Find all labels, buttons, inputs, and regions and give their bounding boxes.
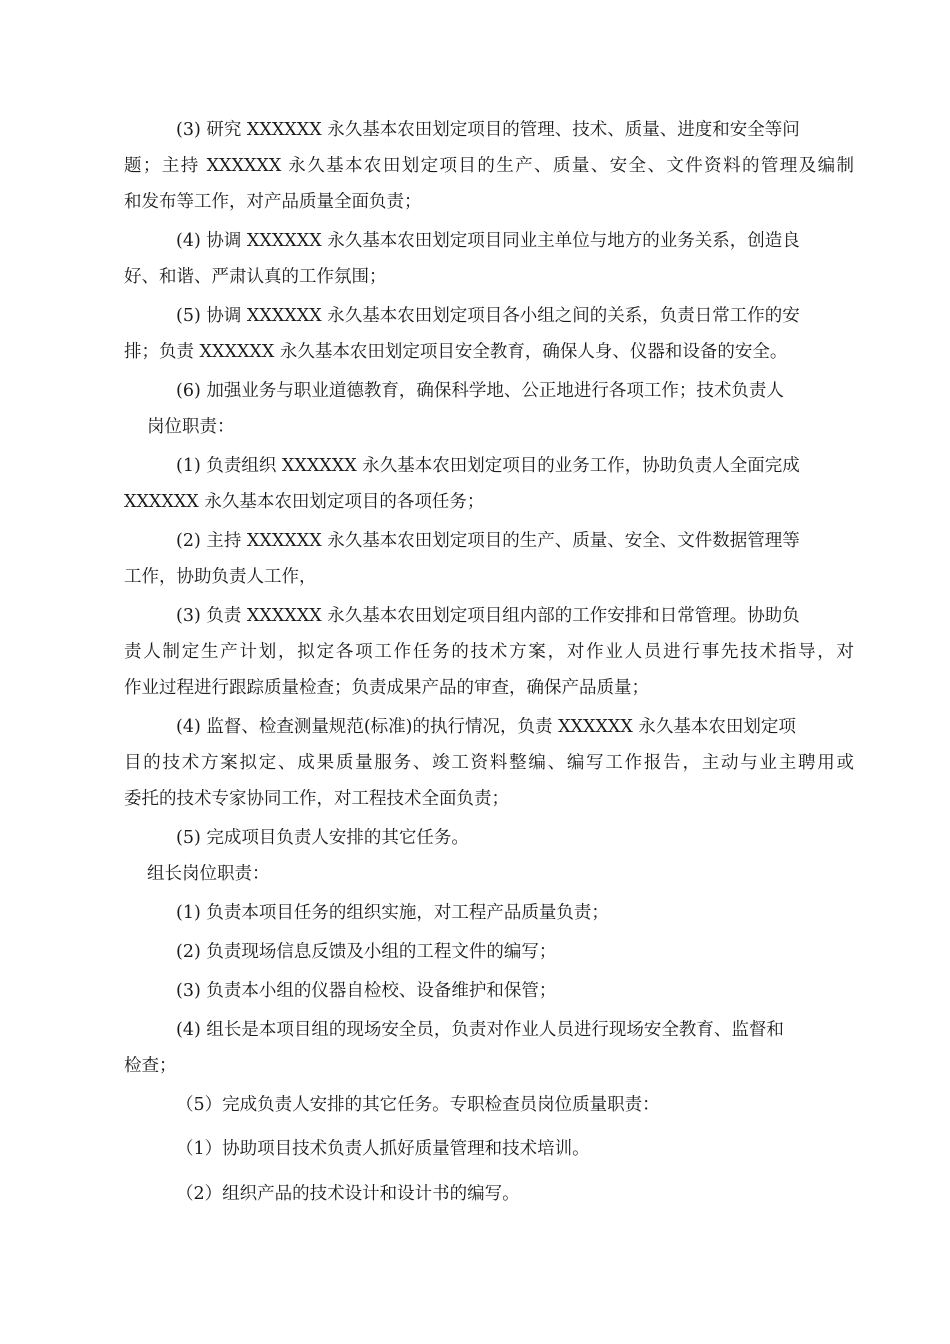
text-line: (2) 负责现场信息反馈及小组的工程文件的编写；: [176, 942, 557, 962]
text-line: （1）协助项目技术负责人抓好质量管理和技术培训。: [176, 1139, 590, 1159]
text-line: (1) 负责本项目任务的组织实施，对工程产品质量负责；: [176, 903, 609, 923]
text-line: (3) 研究 XXXXXX 永久基本农田划定项目的管理、技术、质量、进度和安全等问: [176, 120, 800, 140]
text-line: 检查；: [124, 1056, 177, 1076]
text-line: (5) 完成项目负责人安排的其它任务。: [176, 828, 469, 848]
text-line: 作业过程进行跟踪质量检查；负责成果产品的审查，确保产品质量；: [124, 678, 649, 698]
text-line: 工作，协助负责人工作，: [124, 567, 317, 587]
text-line: XXXXXX 永久基本农田划定项目的各项任务；: [124, 492, 485, 512]
text-line: (4) 组长是本项目组的现场安全员，负责对作业人员进行现场安全教育、监督和: [176, 1020, 784, 1040]
text-line: (2) 主持 XXXXXX 永久基本农田划定项目的生产、质量、安全、文件数据管理等: [176, 531, 800, 551]
text-line: (6) 加强业务与职业道德教育，确保科学地、公正地进行各项工作；技术负责人: [176, 381, 784, 401]
text-line: 题；主持 XXXXXX 永久基本农田划定项目的生产、质量、安全、文件资料的管理及编制: [124, 156, 854, 176]
text-line: 好、和谐、严肃认真的工作氛围；: [124, 267, 387, 287]
section-heading: 组长岗位职责：: [147, 864, 270, 884]
text-line: (4) 监督、检查测量规范(标准)的执行情况，负责 XXXXXX 永久基本农田划定项: [176, 717, 796, 737]
text-line: 责人制定生产计划，拟定各项工作任务的技术方案，对作业人员进行事先技术指导，对: [124, 642, 854, 662]
text-line: 和发布等工作，对产品质量全面负责；: [124, 192, 422, 212]
text-line: (5) 协调 XXXXXX 永久基本农田划定项目各小组之间的关系，负责日常工作的安: [176, 306, 800, 326]
text-line: (3) 负责 XXXXXX 永久基本农田划定项目组内部的工作安排和日常管理。协助负: [176, 606, 800, 626]
text-line: 排；负责 XXXXXX 永久基本农田划定项目安全教育，确保人身、仪器和设备的安全。: [124, 342, 788, 362]
text-line: （2）组织产品的技术设计和设计书的编写。: [176, 1184, 520, 1204]
section-heading: 岗位职责：: [147, 417, 235, 437]
text-line: (1) 负责组织 XXXXXX 永久基本农田划定项目的业务工作，协助负责人全面完成: [176, 456, 800, 476]
text-line: (3) 负责本小组的仪器自检校、设备维护和保管；: [176, 981, 557, 1001]
text-line: (4) 协调 XXXXXX 永久基本农田划定项目同业主单位与地方的业务关系，创造良: [176, 231, 800, 251]
text-line: 目的技术方案拟定、成果质量服务、竣工资料整编、编写工作报告，主动与业主聘用或: [124, 753, 854, 773]
text-line: （5）完成负责人安排的其它任务。专职检查员岗位质量职责：: [176, 1095, 660, 1115]
text-line: 委托的技术专家协同工作，对工程技术全面负责；: [124, 789, 509, 809]
